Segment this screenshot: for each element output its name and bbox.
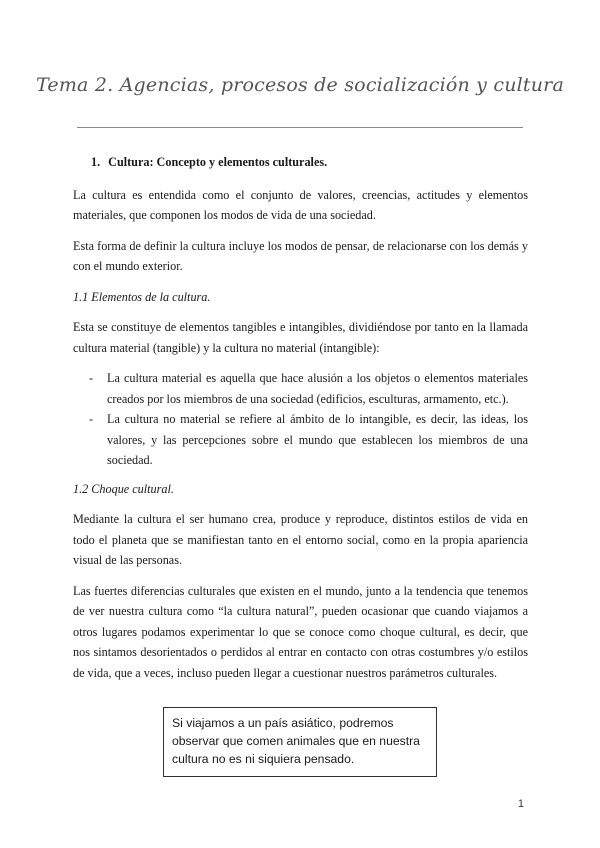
- document-body: [73, 152, 528, 693]
- callout-text: Si viajamos a un país asiático, podremos observar que comen animales que en nuestra cultura no es ni siquiera pensado.: [172, 716, 420, 766]
- elements-list: [73, 368, 528, 471]
- page-number: 1: [517, 798, 524, 810]
- section-heading: [91, 152, 528, 173]
- paragraph-culture-shock: Las fuertes diferencias culturales que existen en el mundo, junto a la tendencia que tenemos de ver nuestra cultura como “la cultura natural”, pueden ocasionar que cuando viajamos a otros lugares podamos experimentar lo que se conoce como choque cultural, es decir, que nos sintamos desorientados o perdidos al entrar en contacto con otras costumbres y/o estilos de vida, que a veces, incluso pueden llegar a cuestionar nuestros parámetros culturales.: [73, 583, 528, 680]
- paragraph-culture-scope: Esta forma de definir la cultura incluye los modos de pensar, de relacionarse con los demás y con el mundo exterior.: [73, 238, 528, 273]
- paragraph-culture-lifestyles: Mediante la cultura el ser humano crea, produce y reproduce, distintos estilos de vida en todo el planeta que se manifiestan tanto en el entorno social, como en la propia apariencia visual de las personas.: [73, 512, 528, 567]
- section-title: Cultura: Concepto y elementos culturales.: [108, 155, 328, 169]
- list-item: [73, 409, 528, 471]
- section-number: 1.: [91, 155, 101, 169]
- list-item-text: La cultura material es aquella que hace alusión a los objetos o elementos materiales creados por los miembros de una sociedad (edificios, esculturas, armamento, etc.).: [107, 371, 528, 406]
- paragraph-culture-definition: La cultura es entendida como el conjunto de valores, creencias, actitudes y elementos materiales, que componen los modos de vida de una sociedad.: [73, 187, 528, 222]
- list-item: [73, 368, 528, 409]
- paragraph-elements-intro: Esta se constituye de elementos tangibles e intangibles, dividiéndose por tanto en la llamada cultura material (tangible) y la cultura no material (intangible):: [73, 320, 528, 355]
- title-divider: [77, 127, 523, 128]
- page-title: Tema 2. Agencias, procesos de socialización y cultura: [36, 74, 564, 96]
- list-dash: -: [89, 371, 94, 385]
- list-dash: -: [89, 412, 94, 426]
- subsection-heading-culture-shock: 1.2 Choque cultural.: [73, 481, 174, 496]
- subsection-heading-elements: 1.1 Elementos de la cultura.: [73, 289, 211, 304]
- example-callout-box: [163, 707, 437, 777]
- list-item-text: La cultura no material se refiere al ámbito de lo intangible, es decir, las ideas, los valores, y las percepciones sobre el mundo que establecen los miembros de una sociedad.: [107, 412, 528, 467]
